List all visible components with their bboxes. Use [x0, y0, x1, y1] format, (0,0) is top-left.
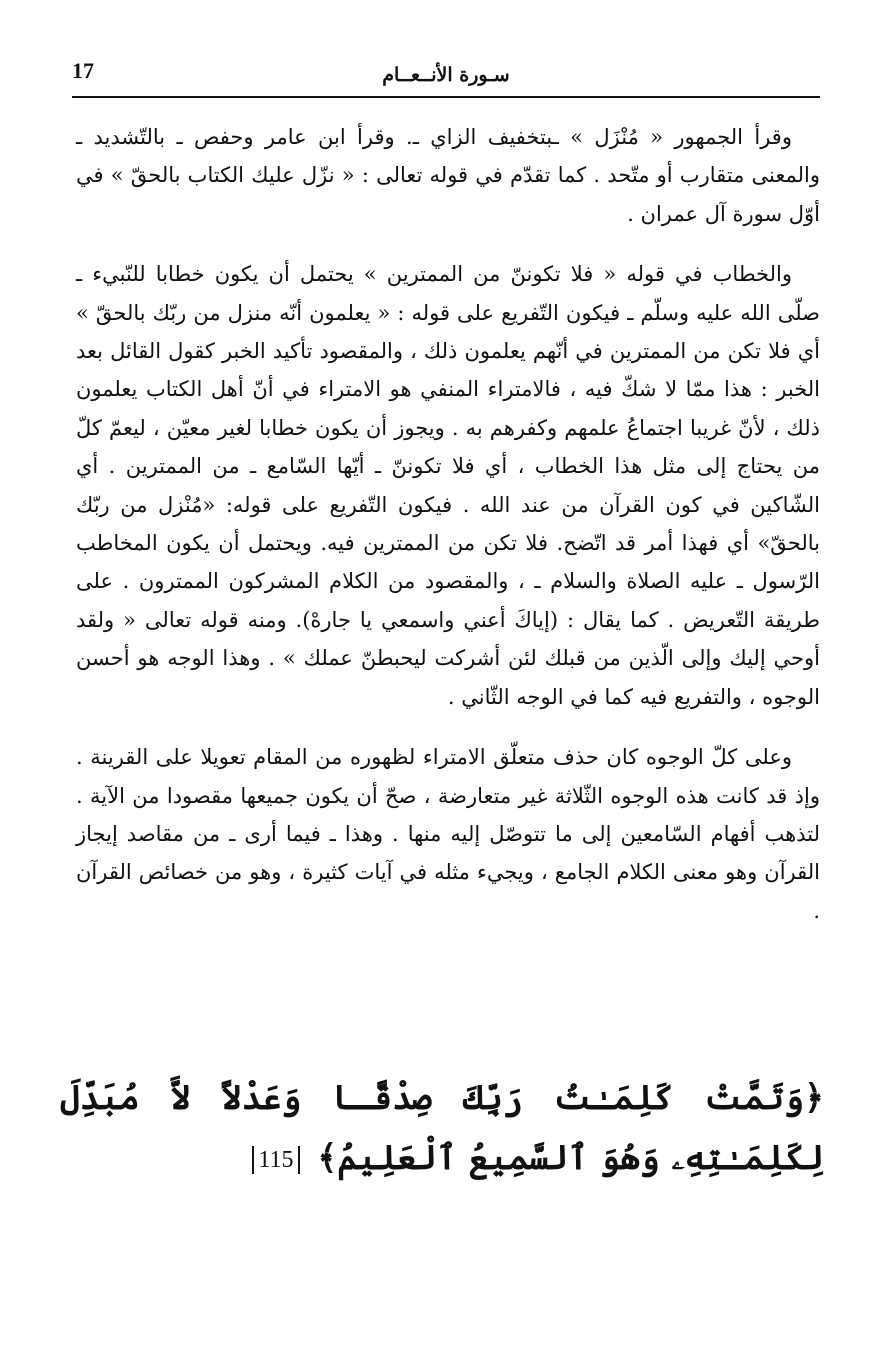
verse-close-bracket: ﴾	[317, 1138, 338, 1178]
page-number: 17	[72, 58, 94, 83]
header-rule	[72, 96, 820, 98]
paragraph-address: والخطاب في قوله « فلا تكوننّ من الممترين » يحتمل أن يكون خطابا للنّبيء ـ صلّى الله عليه وسلّم ـ فيكون التّفريع على قوله : « يعلمون أنّه منزل من ربّك بالحقّ » أي فلا تكن من الممترين في أنّهم يعلمون ذلك ، والمقصود تأكيد الخبر كقول القائل بعد الخبر : هذا ممّا لا شكّ فيه ، فالامتراء المنفي هو الامتراء في أنّ أهل الكتاب يعلمون ذلك ، لأنّ غريبا اجتماعُ علمهم وكفرهم به . ويجوز أن يكون خطابا لغير معيّن ، ليعمّ كلّ من يحتاج إلى مثل هذا الخطاب ، أي فلا تكوننّ ـ أيّها السّامع ـ من الممترين . أي الشّاكين في كون القرآن من عند الله . فيكون التّفريع على قوله: «مُنْزل من ربّك بالحقّ» أي فهذا أمر قد اتّضح. فلا تكن من الممترين فيه. ويحتمل أن يكون المخاطب الرّسول ـ عليه الصلاة والسلام ـ ، والمقصود من الكلام المشركون الممترون . على طريقة التّعريض . كما يقال : (إياكَ أعني واسمعي يا جارهْ). ومنه قوله تعالى « ولقد أوحي إليك وإلى الّذين من قبلك لئن أشركت ليحبطنّ عملك » . وهذا الوجه هو أحسن الوجوه ، والتفريع فيه كما في الوجه الثّاني .	[76, 262, 820, 709]
paragraph-reading: وقرأ الجمهور « مُنْزَل » ـبتخفيف الزاي ـ. وقرأ ابن عامر وحفص ـ بالتّشديد ـ والمعنى متقارب أو متّحد . كما تقدّم في قوله تعالى : « نزّل عليك الكتاب بالحقّ » في أوّل سورة آل عمران .	[76, 125, 820, 226]
page-header	[72, 58, 820, 98]
commentary-text	[76, 118, 820, 952]
running-title: سـورة الأنــعــام	[382, 64, 510, 86]
verse-number: 115	[252, 1146, 299, 1174]
verse-open-bracket: ﴿	[804, 1078, 824, 1118]
paragraph-aspects: وعلى كلّ الوجوه كان حذف متعلّق الامتراء لظهوره من المقام تعويلا على القرينة . وإذ قد كانت هذه الوجوه الثّلاثة غير متعارضة ، صحّ أن يكون جميعها مقصودا من الآية . لتذهب أفهام السّامعين إلى ما تتوصّل إليه منها . وهذا ـ فيما أرى ـ من مقاصد إيجاز القرآن وهو معنى الكلام الجامع ، ويجيء مثله في آيات كثيرة ، وهو من خصائص القرآن .	[76, 745, 820, 923]
quran-verse	[60, 1068, 824, 1188]
verse-text: وَتَمَّتْ كَلِمَـٰتُ رَبِّكَ صِدْقًـا وَعَدْلاً لاَّ مُبَدِّلَ لِكَلِمَـٰتِهِۦ وَهُوَ ٱلسَّمِيعُ ٱلْعَلِيمُ	[60, 1078, 824, 1178]
